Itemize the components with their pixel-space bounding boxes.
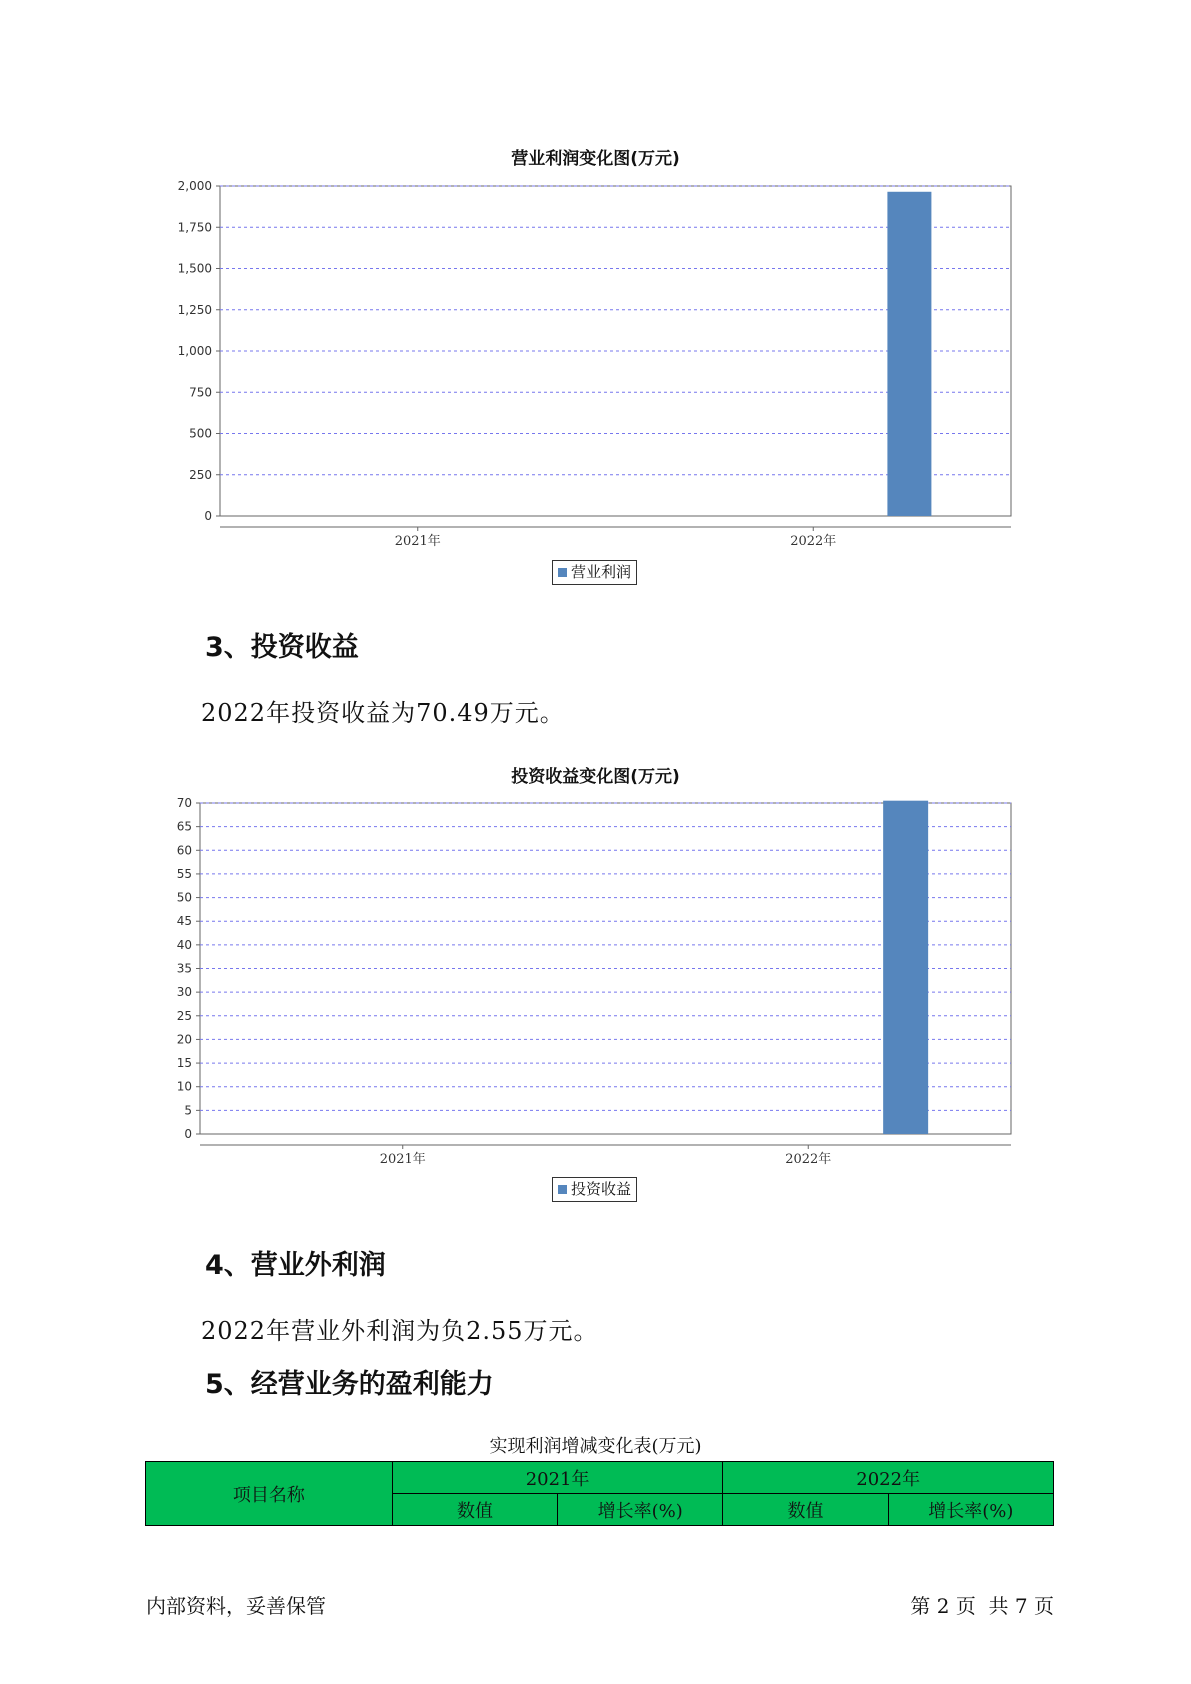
growth-header-2022: 增长率(%) [888, 1494, 1053, 1526]
y-tick-label: 25 [176, 1008, 192, 1023]
table-header-row [146, 1462, 1054, 1494]
y-tick-label: 50 [176, 890, 192, 905]
y-tick-label: 250 [189, 467, 212, 482]
item-name-header: 项目名称 [146, 1462, 393, 1526]
y-tick-label: 60 [176, 843, 192, 858]
y-tick-label: 1,000 [177, 344, 212, 358]
footer-page-number: 第 2 页 共 7 页 [910, 1594, 1054, 1618]
y-tick-label: 1,750 [177, 220, 212, 235]
y-tick-label: 1,500 [177, 261, 212, 276]
x-tick-label: 2021年 [379, 1152, 426, 1167]
x-tick-label: 2022年 [785, 1152, 832, 1167]
growth-header-2021: 增长率(%) [558, 1494, 723, 1526]
y-tick-label: 1,250 [177, 302, 212, 317]
y-tick-label: 0 [204, 509, 212, 523]
value-header-2021: 数值 [392, 1494, 557, 1526]
y-tick-label: 20 [176, 1032, 192, 1047]
legend-swatch [558, 1185, 567, 1194]
y-tick-label: 15 [176, 1056, 192, 1071]
section-heading-non-operating: 4、营业外利润 [205, 1250, 386, 1281]
operating-profit-chart-title: 营业利润变化图(万元) [511, 149, 680, 169]
legend-label: 营业利润 [571, 563, 632, 581]
y-tick-label: 45 [176, 914, 192, 929]
y-tick-label: 10 [176, 1079, 192, 1094]
investment-paragraph: 2022年投资收益为70.49万元。 [201, 699, 565, 727]
y-tick-label: 55 [176, 866, 192, 881]
y-tick-label: 5 [184, 1103, 192, 1118]
y-tick-label: 40 [176, 937, 192, 952]
y-tick-label: 0 [184, 1127, 192, 1141]
y-tick-label: 500 [189, 426, 212, 441]
y-tick-label: 30 [176, 985, 192, 1000]
footer-confidential: 内部资料，妥善保管 [146, 1594, 326, 1618]
profit-change-table [145, 1461, 1054, 1526]
legend-label: 投资收益 [571, 1180, 632, 1198]
y-tick-label: 35 [176, 961, 192, 976]
x-tick-label: 2021年 [394, 534, 441, 549]
section-heading-investment: 3、投资收益 [205, 632, 359, 663]
table-caption: 实现利润增减变化表(万元) [489, 1436, 702, 1457]
y-tick-label: 70 [176, 796, 192, 810]
year-header-2022: 2022年 [723, 1462, 1054, 1494]
y-tick-label: 2,000 [177, 179, 212, 193]
y-tick-label: 65 [176, 819, 192, 834]
investment-income-chart-title: 投资收益变化图(万元) [511, 767, 680, 787]
y-tick-label: 750 [189, 385, 212, 400]
investment-income-legend [552, 1177, 637, 1202]
year-header-2021: 2021年 [392, 1462, 723, 1494]
non-operating-paragraph: 2022年营业外利润为负2.55万元。 [201, 1317, 599, 1345]
value-header-2022: 数值 [723, 1494, 888, 1526]
section-heading-profitability: 5、经营业务的盈利能力 [205, 1369, 494, 1400]
bar-2022年 [883, 801, 928, 1134]
x-tick-label: 2022年 [790, 534, 837, 549]
